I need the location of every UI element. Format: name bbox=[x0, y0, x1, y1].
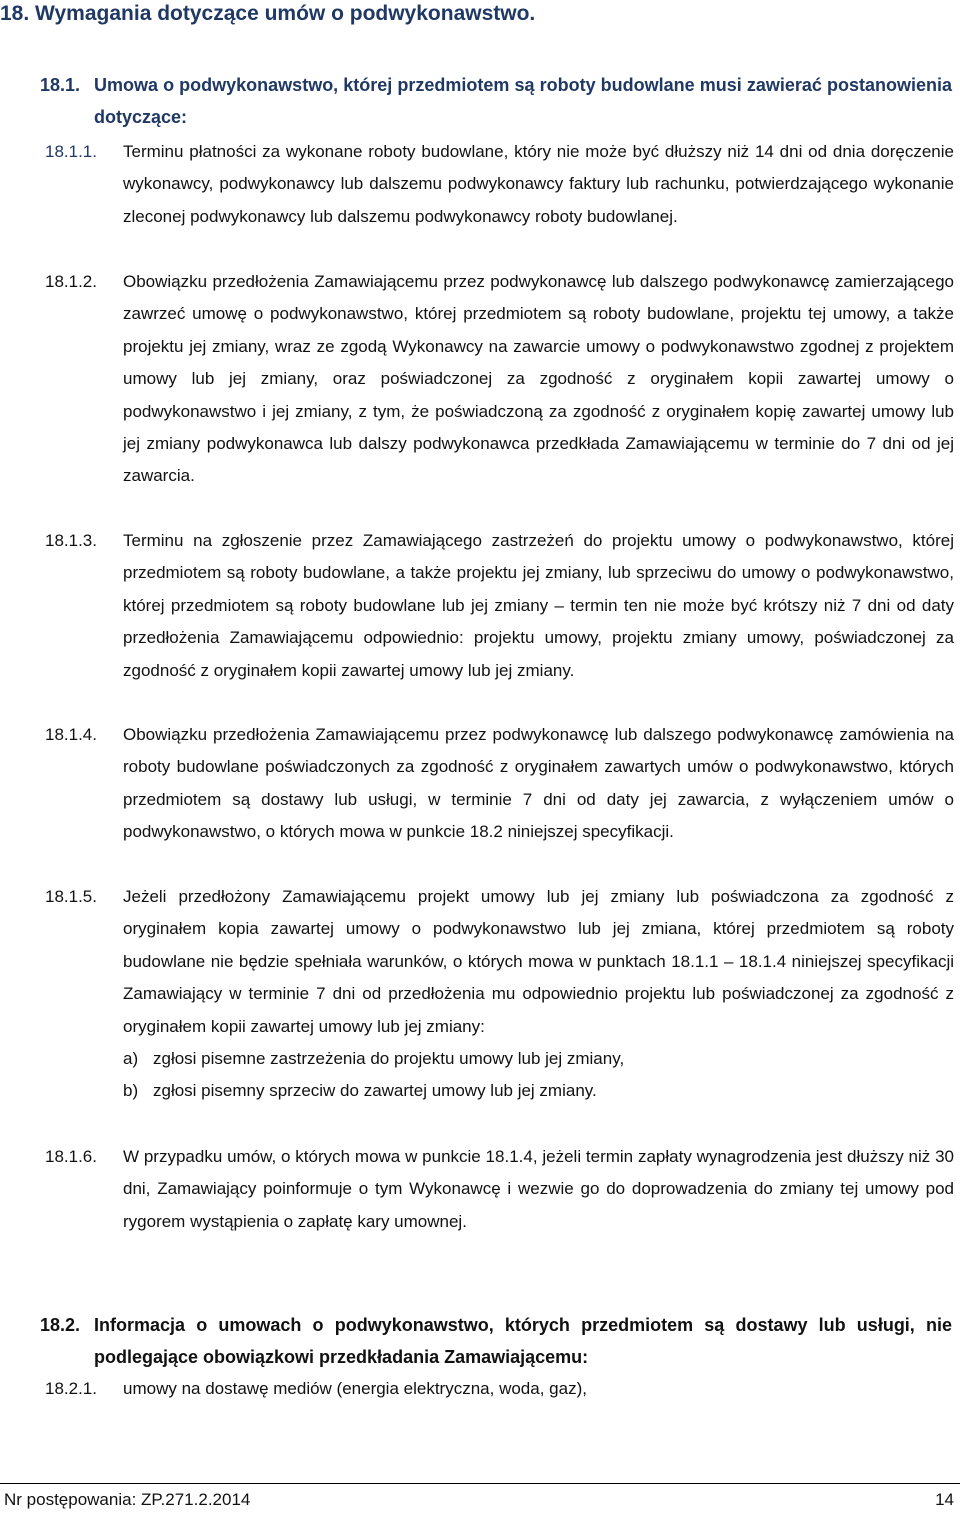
footer-reference: Nr postępowania: ZP.271.2.2014 bbox=[4, 1490, 251, 1509]
point-text: umowy na dostawę mediów (energia elektryczna, woda, gaz), bbox=[123, 1379, 587, 1398]
list-item-b bbox=[123, 1075, 954, 1107]
point-18-1-4 bbox=[45, 719, 954, 849]
item-text: zgłosi pisemny sprzeciw do zawartej umowy lub jej zmiany. bbox=[153, 1081, 597, 1101]
point-text: W przypadku umów, o których mowa w punkcie 18.1.4, jeżeli termin zapłaty wynagrodzenia jest dłuższy niż 30 dni, Zamawiający poinformuje o tym Wykonawcę i wezwie go do doprowadzenia do zmiany tej umowy pod rygorem wystąpienia o zapłatę kary umownej. bbox=[123, 1147, 954, 1231]
item-text: zgłosi pisemne zastrzeżenia do projektu umowy lub jej zmiany, bbox=[153, 1049, 625, 1069]
point-text: Jeżeli przedłożony Zamawiającemu projekt umowy lub jej zmiany lub poświadczona za zgodność z oryginałem kopia zawartej umowy o podwykonawstwo lub jej zmiana, której przedmiotem są roboty budowlane nie będzie spełniała warunków, o których mowa w punktach 18.1.1 – 18.1.4 niniejszej specyfikacji Zamawiający w terminie 7 dni od przedłożenia mu odpowiednio projektu lub poświadczonej za zgodność z oryginałem kopii zawartej umowy lub jej zmiany: bbox=[123, 887, 954, 1036]
section-number: 18.2. bbox=[40, 1315, 81, 1335]
point-text: Obowiązku przedłożenia Zamawiającemu przez podwykonawcę lub dalszego podwykonawcę zamierzającego zawrzeć umowę o podwykonawstwo, której przedmiotem są roboty budowlane, projektu tej umowy, a także projektu jej zmiany, wraz ze zgodą Wykonawcy na zawarcie umowy o podwykonawstwo zgodnej z projektem umowy lub jej zmiany, oraz poświadczonej za zgodność z oryginałem kopii zawartej umowy o podwykonawstwo i jej zmiany, z tym, że poświadczoną za zgodność z oryginałem kopię zawartej umowy lub jej zmiany podwykonawca lub dalszy podwykonawca przedkłada Zamawiającemu w terminie do 7 dni od jej zawarcia. bbox=[123, 272, 954, 486]
footer-divider bbox=[0, 1483, 960, 1484]
item-letter: b) bbox=[123, 1081, 139, 1101]
point-18-1-6 bbox=[45, 1141, 954, 1238]
point-18-1-1 bbox=[45, 136, 954, 233]
section-18-1 bbox=[40, 69, 952, 133]
list-item-a bbox=[123, 1043, 954, 1075]
point-18-2-1 bbox=[45, 1373, 954, 1405]
section-18-2 bbox=[40, 1309, 952, 1373]
page-number: 14 bbox=[935, 1490, 954, 1509]
point-18-1-3 bbox=[45, 525, 954, 687]
point-number: 18.1.2. bbox=[45, 272, 97, 291]
point-number: 18.2.1. bbox=[45, 1379, 97, 1398]
point-number: 18.1.3. bbox=[45, 531, 97, 550]
point-18-1-5 bbox=[45, 881, 954, 1108]
point-text: Obowiązku przedłożenia Zamawiającemu przez podwykonawcę lub dalszego podwykonawcę zamówienia na roboty budowlane poświadczonych za zgodność z oryginałem zawartych umów o podwykonawstwo, których przedmiotem są dostawy lub usługi, w terminie 7 dni od daty jej zawarcia, z wyłączeniem umów o podwykonawstwo, o których mowa w punkcie 18.2 niniejszej specyfikacji. bbox=[123, 725, 954, 842]
point-number: 18.1.6. bbox=[45, 1147, 97, 1166]
point-number: 18.1.1. bbox=[45, 142, 97, 161]
point-number: 18.1.5. bbox=[45, 887, 97, 906]
section-text: Umowa o podwykonawstwo, której przedmiotem są roboty budowlane musi zawierać postanowienia dotyczące: bbox=[94, 75, 952, 127]
item-letter: a) bbox=[123, 1049, 139, 1069]
point-text: Terminu na zgłoszenie przez Zamawiającego zastrzeżeń do projektu umowy o podwykonawstwo, której przedmiotem są roboty budowlane, a także projektu jej zmiany, lub sprzeciwu do umowy o podwykonawstwo, której przedmiotem są roboty budowlane lub jej zmiany – termin ten nie może być krótszy niż 7 dni od daty przedłożenia Zamawiającemu odpowiednio: projektu umowy, projektu zmiany umowy, poświadczonej za zgodność z oryginałem kopii zawartej umowy lub jej zmiany. bbox=[123, 531, 954, 680]
point-18-1-2 bbox=[45, 266, 954, 493]
section-text: Informacja o umowach o podwykonawstwo, których przedmiotem są dostawy lub usługi, nie podlegające obowiązkowi przedkładania Zamawiającemu: bbox=[94, 1315, 952, 1367]
point-number: 18.1.4. bbox=[45, 725, 97, 744]
heading-number: 18. bbox=[0, 2, 30, 25]
heading-title: Wymagania dotyczące umów o podwykonawstwo. bbox=[35, 2, 536, 25]
point-text: Terminu płatności za wykonane roboty budowlane, który nie może być dłuższy niż 14 dni od dnia doręczenie wykonawcy, podwykonawcy lub dalszemu podwykonawcy faktury lub rachunku, potwierdzającego wykonanie zleconej podwykonawcy lub dalszemu podwykonawcy roboty budowlanej. bbox=[123, 142, 954, 226]
page-heading bbox=[0, 2, 535, 26]
section-number: 18.1. bbox=[40, 75, 81, 95]
